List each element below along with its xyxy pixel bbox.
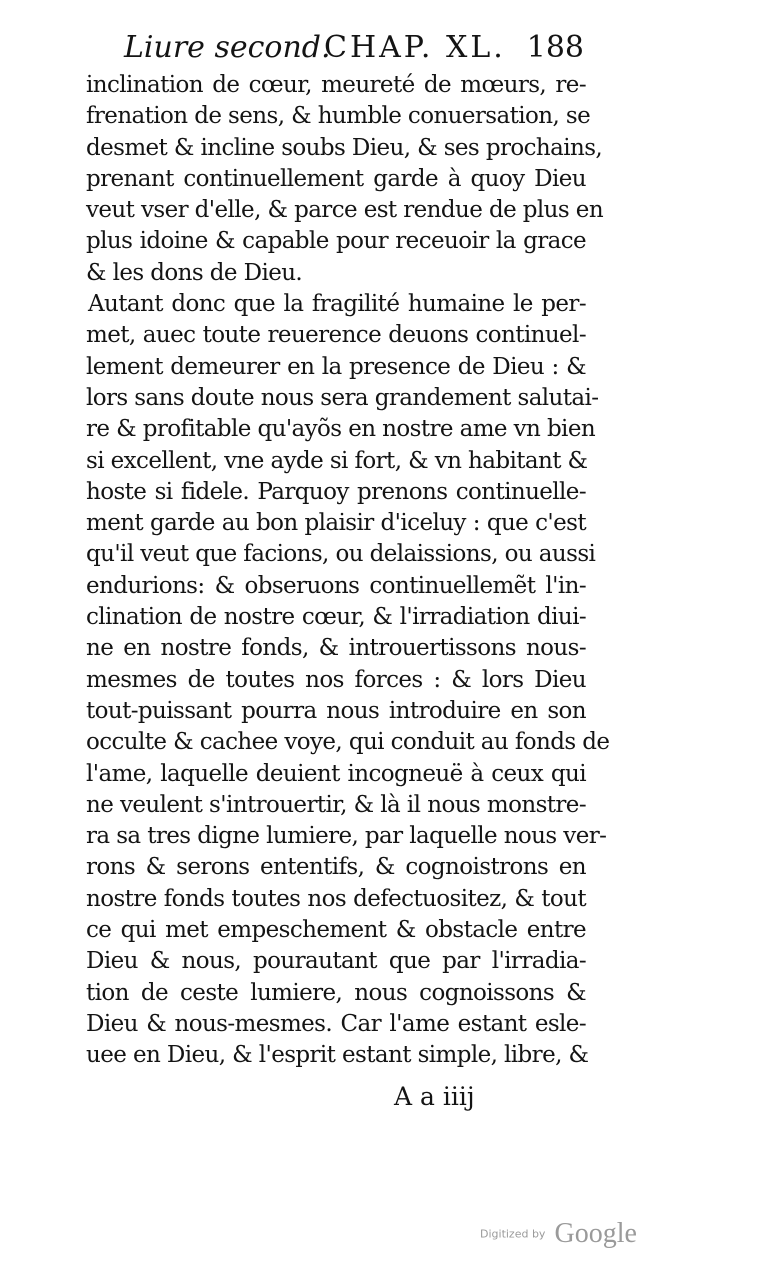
- text-line: ce qui met empeschement & obstacle entre: [86, 917, 586, 944]
- running-head-book-title: Liure second.: [124, 30, 331, 65]
- text-line: frenation de sens, & humble conuersation, se: [86, 103, 591, 130]
- text-line: tout-puissant pourra nous introduire en son: [86, 697, 586, 724]
- digitized-by-google-watermark: [480, 1218, 637, 1258]
- text-line: si excellent, vne ayde si fort, & vn habitant &: [86, 447, 588, 474]
- page-number: 188: [526, 30, 584, 65]
- text-line: plus idoine & capable pour receuoir la grace: [86, 228, 586, 255]
- text-line: prenant continuellement garde à quoy Dieu: [86, 165, 586, 192]
- signature-mark: A a iiij: [394, 1082, 475, 1111]
- text-line: veut vser d'elle, & parce est rendue de plus en: [86, 197, 604, 224]
- running-head-chapter: CHAP. XL.: [324, 30, 506, 65]
- text-line: qu'il veut que facions, ou delaissions, ou aussi: [86, 541, 596, 568]
- text-line: & les dons de Dieu.: [86, 259, 303, 286]
- text-line: endurions: & obseruons continuellemẽt l'in-: [86, 572, 586, 599]
- text-line: inclination de cœur, meureté de mœurs, re-: [86, 72, 586, 98]
- digitized-label: Digitized by: [480, 1227, 546, 1241]
- text-line: desmet & incline soubs Dieu, & ses prochains,: [86, 134, 603, 161]
- text-line: mesmes de toutes nos forces : & lors Dieu: [86, 666, 586, 693]
- text-line: ra sa tres digne lumiere, par laquelle nous ver-: [86, 823, 607, 850]
- text-line: ne en nostre fonds, & introuertissons nous-: [86, 635, 586, 662]
- text-line: clination de nostre cœur, & l'irradiation diui-: [86, 604, 586, 631]
- body-text: [86, 70, 610, 1072]
- text-line: lement demeurer en la presence de Dieu : &: [86, 353, 586, 380]
- text-line: occulte & cachee voye, qui conduit au fonds de: [86, 729, 610, 756]
- google-logo: Google: [554, 1218, 637, 1249]
- text-line: Autant donc que la fragilité humaine le per-: [88, 291, 586, 318]
- text-line: rons & serons ententifs, & cognoistrons en: [86, 854, 586, 881]
- text-line: tion de ceste lumiere, nous cognoissons &: [86, 979, 586, 1006]
- text-line: re & profitable qu'ayõs en nostre ame vn bien: [86, 416, 596, 443]
- text-line: hoste si fidele. Parquoy prenons continuelle-: [86, 478, 586, 505]
- text-line: lors sans doute nous sera grandement salutai-: [86, 384, 599, 411]
- text-line: l'ame, laquelle deuient incogneuë à ceux qui: [86, 760, 586, 787]
- text-line: met, auec toute reuerence deuons continuel-: [86, 322, 586, 349]
- text-line: ne veulent s'introuertir, & là il nous monstre-: [86, 791, 586, 818]
- text-line: uee en Dieu, & l'esprit estant simple, libre, &: [86, 1042, 589, 1069]
- text-line: Dieu & nous-mesmes. Car l'ame estant esle-: [86, 1010, 586, 1037]
- running-head: [124, 28, 584, 68]
- text-line: ment garde au bon plaisir d'iceluy : que c'est: [86, 510, 586, 537]
- text-line: Dieu & nous, pourautant que par l'irradia-: [86, 948, 586, 975]
- text-line: nostre fonds toutes nos defectuositez, & tout: [86, 885, 586, 912]
